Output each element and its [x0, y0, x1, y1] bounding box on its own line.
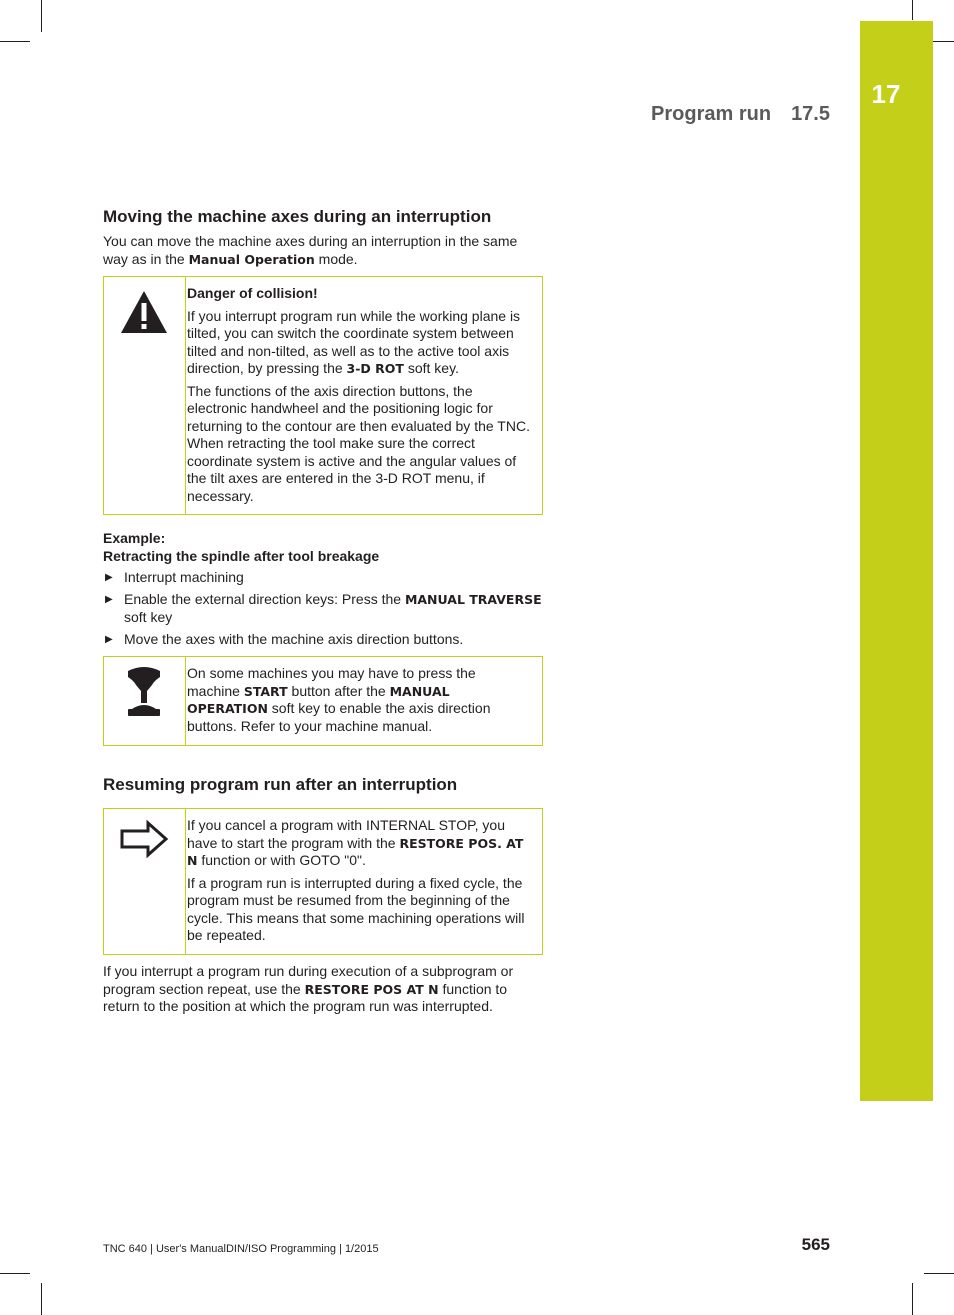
warning-p1-end: soft key. — [403, 360, 459, 376]
list-item — [103, 591, 543, 626]
step-list — [103, 569, 543, 653]
list-item — [103, 569, 543, 587]
page-number: 565 — [801, 1235, 830, 1254]
step-text: Interrupt machining — [124, 569, 244, 585]
warning-paragraph-1 — [187, 308, 532, 378]
warning-paragraph-2: The functions of the axis direction buttons, the electronic handwheel and the positioning logic for returning to the contour are then evaluated by the TNC. When retracting the tool make sure the correct coordinate system is active and the angular values of the tilt axes are entered in the 3-D ROT menu, if necessary. — [187, 382, 530, 504]
warning-title: Danger of collision! — [187, 285, 318, 301]
manual-operation-key: Manual Operation — [188, 251, 315, 267]
step-text: Move the axes with the machine axis direction buttons. — [124, 630, 464, 647]
box-divider — [185, 277, 186, 514]
box-divider — [185, 809, 186, 954]
intro-text-end: mode. — [314, 250, 358, 267]
footer-text: TNC 640 | User's ManualDIN/ISO Programming | 1/2015 — [103, 1243, 379, 1255]
warning-box — [103, 276, 543, 515]
note-p1-end: function or with GOTO "0". — [197, 852, 366, 868]
crop-mark — [912, 0, 913, 20]
step-text-end: soft key — [124, 608, 173, 625]
chapter-tab — [860, 21, 933, 1101]
arrow-right-icon — [118, 813, 170, 865]
machine-note-post: soft key to enable the axis direction buttons. Refer to your machine manual. — [187, 700, 491, 734]
section-heading-resuming: Resuming program run after an interruption — [103, 775, 458, 794]
note-text — [187, 817, 532, 950]
crop-mark — [924, 1273, 954, 1274]
warning-triangle-icon — [118, 287, 170, 339]
machine-note-pre: On some machines you may have to press the machine — [187, 665, 476, 699]
bullet-icon: ▶ — [105, 633, 113, 645]
warning-p1-text: If you interrupt program run while the working plane is tilted, you can switch the coordinate system between tilted and non-tilted, as well as to the active tool axis direction, by pressing the — [187, 307, 521, 376]
crop-mark — [912, 1283, 913, 1315]
note-paragraph-1 — [187, 817, 532, 870]
example-title: Retracting the spindle after tool breakage — [103, 548, 380, 564]
warning-text — [187, 285, 532, 510]
crop-mark — [0, 41, 30, 42]
section-heading-moving-axes: Moving the machine axes during an interruption — [103, 207, 492, 226]
start-key: START — [243, 683, 288, 699]
example-label: Example: — [103, 530, 166, 546]
closing-text-end: function to return to the position at which the program run was interrupted. — [103, 980, 508, 1014]
machine-tool-icon — [118, 665, 170, 717]
bullet-icon: ▶ — [105, 572, 113, 583]
intro-paragraph — [103, 233, 543, 268]
crop-mark — [0, 1273, 30, 1274]
machine-note-paragraph — [187, 665, 532, 735]
crop-mark — [41, 0, 42, 32]
3d-rot-key: 3-D ROT — [346, 361, 404, 376]
note-paragraph-2: If a program run is interrupted during a fixed cycle, the program must be resumed from the beginning of the cycle. This means that some machining operations will be repeated. — [187, 874, 525, 943]
closing-paragraph — [103, 963, 543, 1016]
machine-note-box — [103, 656, 543, 746]
closing-text: If you interrupt a program run during execution of a subprogram or program section repeat, use the — [103, 963, 514, 997]
machine-note-mid: button after the — [287, 682, 390, 699]
bullet-icon: ▶ — [105, 594, 113, 605]
running-head — [651, 103, 830, 126]
crop-mark — [41, 1283, 42, 1315]
manual-traverse-key: MANUAL TRAVERSE — [404, 592, 542, 607]
note-box — [103, 808, 543, 955]
chapter-number: 17 — [871, 79, 901, 109]
note-p1-text: If you cancel a program with INTERNAL STOP, you have to start the program with the — [187, 817, 505, 851]
running-head-title: Program run — [651, 103, 772, 125]
machine-note-text — [187, 665, 532, 740]
step-text: Enable the external direction keys: Press the — [124, 591, 405, 607]
manual-operation-key: MANUAL OPERATION — [187, 683, 450, 716]
restore-pos-at-n-key: RESTORE POS AT N — [304, 981, 439, 997]
restore-pos-key: RESTORE POS. AT N — [187, 835, 524, 868]
box-divider — [185, 657, 186, 745]
running-head-section: 17.5 — [791, 103, 830, 125]
list-item — [103, 631, 543, 649]
intro-text: You can move the machine axes during an interruption in the same way as in the — [103, 233, 518, 267]
